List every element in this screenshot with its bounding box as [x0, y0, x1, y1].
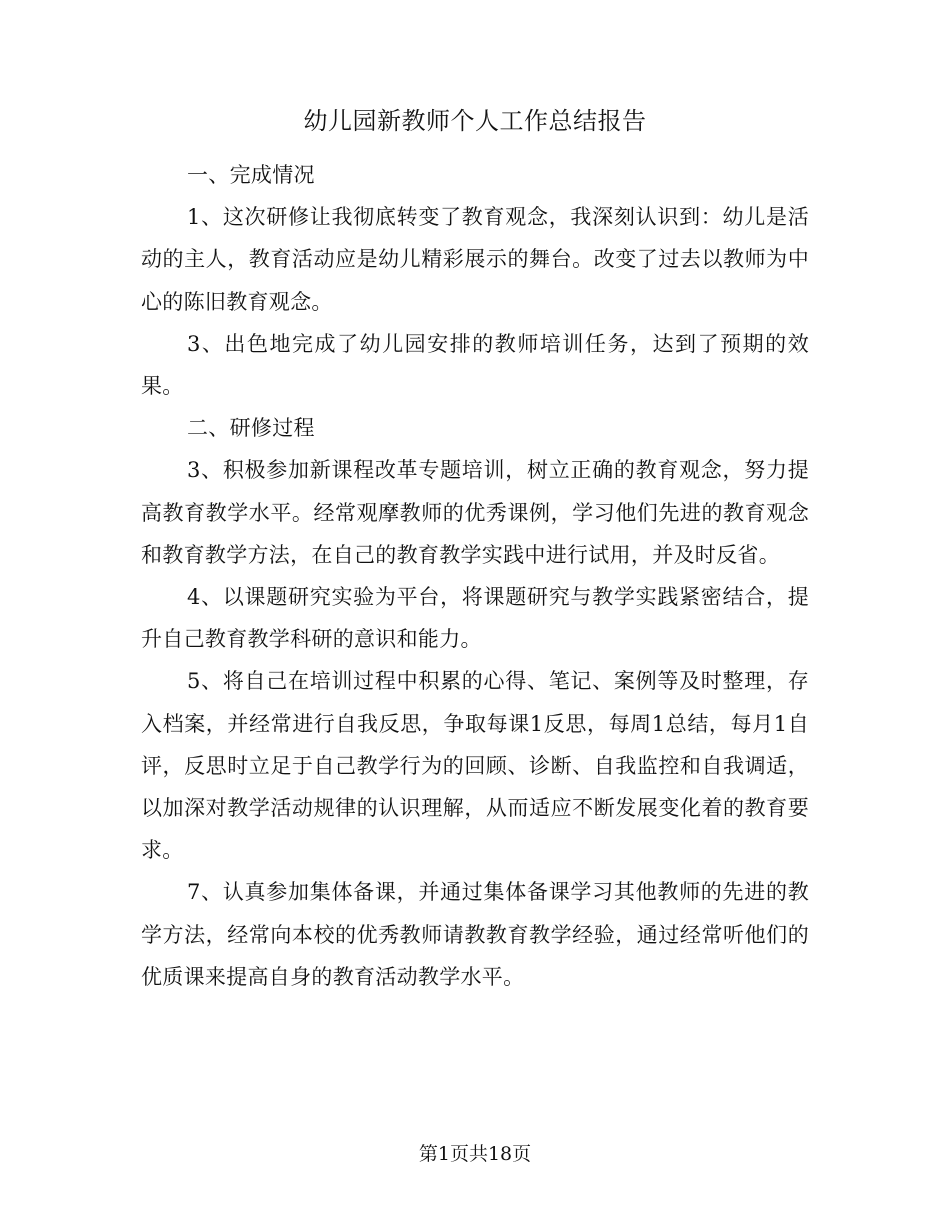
page-number-footer: 第1页共18页 — [418, 1143, 532, 1165]
paragraph-item-3b: 3、积极参加新课程改革专题培训，树立正确的教育观念，努力提高教育教学水平。经常观摩教师的优秀课例，学习他们先进的教育观念和教育教学方法，在自己的教育教学实践中进行试用，并及时反省。 — [141, 458, 809, 567]
document-body — [141, 154, 809, 998]
section-heading-completion: 一、完成情况 — [187, 163, 315, 187]
paragraph-item-3: 3、出色地完成了幼儿园安排的教师培训任务，达到了预期的效果。 — [141, 331, 809, 399]
section-heading-process: 二、研修过程 — [187, 416, 315, 441]
paragraph-item-4: 4、以课题研究实验为平台，将课题研究与教学实践紧密结合，提升自己教育教学科研的意识和能力。 — [141, 585, 809, 652]
paragraph-item-5: 5、将自己在培训过程中积累的心得、笔记、案例等及时整理，存入档案，并经常进行自我反思，争取每课1反思，每周1总结，每月1自评，反思时立足于自己教学行为的回顾、诊断、自我监控和自我调适，以加深对教学活动规律的认识理解，从而适应不断发展变化着的教育要求。 — [141, 669, 809, 863]
document-title: 幼儿园新教师个人工作总结报告 — [303, 107, 647, 135]
paragraph-item-1: 1、这次研修让我彻底转变了教育观念，我深刻认识到：幼儿是活动的主人，教育活动应是幼儿精彩展示的舞台。改变了过去以教师为中心的陈旧教育观念。 — [141, 205, 809, 314]
paragraph-item-7: 7、认真参加集体备课，并通过集体备课学习其他教师的先进的教学方法，经常向本校的优秀教师请教教育教学经验，通过经常听他们的优质课来提高自身的教育活动教学水平。 — [141, 880, 809, 989]
